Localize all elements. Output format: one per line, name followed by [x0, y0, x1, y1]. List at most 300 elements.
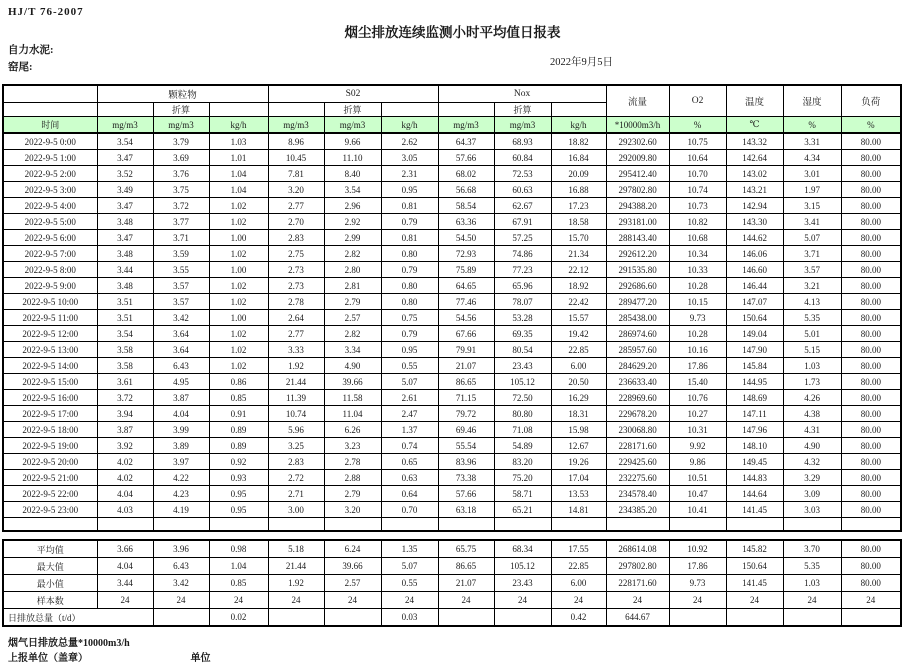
value-cell: 2.77: [268, 326, 324, 342]
value-cell: 0.79: [381, 214, 438, 230]
value-cell: 10.75: [669, 133, 726, 150]
document-header: [0, 0, 905, 84]
daily-total-cell: [783, 609, 841, 627]
value-cell: 230068.80: [606, 422, 669, 438]
summary-value-cell: 268614.08: [606, 540, 669, 558]
daily-total-cell: 0.42: [551, 609, 606, 627]
value-cell: 3.71: [153, 230, 209, 246]
value-cell: 2.82: [324, 326, 381, 342]
time-cell: 2022-9-5 7:00: [3, 246, 97, 262]
value-cell: 2.81: [324, 278, 381, 294]
value-cell: 2.57: [324, 310, 381, 326]
value-cell: 3.44: [97, 262, 153, 278]
value-cell: 55.54: [438, 438, 494, 454]
value-cell: 10.16: [669, 342, 726, 358]
hour-row: [3, 198, 901, 214]
value-cell: 3.54: [97, 133, 153, 150]
value-cell: 143.02: [726, 166, 783, 182]
value-cell: 3.23: [324, 438, 381, 454]
value-cell: 10.73: [669, 198, 726, 214]
value-cell: 2.73: [268, 278, 324, 294]
time-cell: 2022-9-5 3:00: [3, 182, 97, 198]
value-cell: 10.76: [669, 390, 726, 406]
value-cell: 234385.20: [606, 502, 669, 518]
group-header-so2: S02: [268, 85, 438, 103]
value-cell: 5.07: [783, 230, 841, 246]
hour-row: [3, 182, 901, 198]
value-cell: 10.82: [669, 214, 726, 230]
value-cell: 143.32: [726, 133, 783, 150]
value-cell: 80.00: [841, 390, 901, 406]
summary-value-cell: 3.44: [97, 575, 153, 592]
time-cell: 2022-9-5 4:00: [3, 198, 97, 214]
value-cell: 4.34: [783, 150, 841, 166]
summary-row: [3, 575, 901, 592]
value-cell: 0.64: [381, 486, 438, 502]
value-cell: 3.20: [324, 502, 381, 518]
hour-row: [3, 133, 901, 150]
value-cell: 53.28: [494, 310, 551, 326]
value-cell: 67.66: [438, 326, 494, 342]
value-cell: 3.55: [153, 262, 209, 278]
hour-row: [3, 486, 901, 502]
value-cell: 6.43: [153, 358, 209, 374]
unit-cell: mg/m3: [324, 117, 381, 134]
summary-value-cell: 24: [268, 592, 324, 609]
empty-cell: [3, 103, 97, 117]
summary-value-cell: 228171.60: [606, 575, 669, 592]
summary-value-cell: 24: [669, 592, 726, 609]
value-cell: 292612.20: [606, 246, 669, 262]
summary-value-cell: 150.64: [726, 558, 783, 575]
value-cell: 80.00: [841, 406, 901, 422]
value-cell: 16.88: [551, 182, 606, 198]
value-cell: 4.22: [153, 470, 209, 486]
empty-cell: [209, 518, 268, 532]
daily-total-row: [3, 609, 901, 627]
value-cell: 4.04: [153, 406, 209, 422]
value-cell: 292009.80: [606, 150, 669, 166]
empty-cell: [97, 103, 153, 117]
daily-total-cell: [726, 609, 783, 627]
value-cell: 3.20: [268, 182, 324, 198]
value-cell: 62.67: [494, 198, 551, 214]
value-cell: 20.09: [551, 166, 606, 182]
hour-row: [3, 502, 901, 518]
value-cell: 286974.60: [606, 326, 669, 342]
value-cell: 11.58: [324, 390, 381, 406]
value-cell: 80.00: [841, 198, 901, 214]
value-cell: 10.74: [669, 182, 726, 198]
unit-cell: mg/m3: [153, 117, 209, 134]
value-cell: 72.93: [438, 246, 494, 262]
value-cell: 285957.60: [606, 342, 669, 358]
hour-row: [3, 310, 901, 326]
value-cell: 1.01: [209, 150, 268, 166]
value-cell: 0.81: [381, 198, 438, 214]
value-cell: 79.91: [438, 342, 494, 358]
value-cell: 10.28: [669, 326, 726, 342]
value-cell: 9.92: [669, 438, 726, 454]
value-cell: 1.02: [209, 326, 268, 342]
daily-total-cell: [153, 609, 209, 627]
value-cell: 236633.40: [606, 374, 669, 390]
value-cell: 80.00: [841, 278, 901, 294]
value-cell: 0.95: [381, 342, 438, 358]
value-cell: 0.92: [209, 454, 268, 470]
hour-row: [3, 358, 901, 374]
summary-value-cell: 24: [841, 592, 901, 609]
summary-value-cell: 6.00: [551, 575, 606, 592]
value-cell: 284629.20: [606, 358, 669, 374]
value-cell: 143.21: [726, 182, 783, 198]
value-cell: 229678.20: [606, 406, 669, 422]
value-cell: 0.89: [209, 422, 268, 438]
unit-cell: %: [669, 117, 726, 134]
value-cell: 21.44: [268, 374, 324, 390]
value-cell: 3.72: [153, 198, 209, 214]
summary-value-cell: 5.18: [268, 540, 324, 558]
time-cell: 2022-9-5 17:00: [3, 406, 97, 422]
value-cell: 10.28: [669, 278, 726, 294]
value-cell: 146.44: [726, 278, 783, 294]
value-cell: 80.00: [841, 502, 901, 518]
value-cell: 80.00: [841, 230, 901, 246]
value-cell: 3.61: [97, 374, 153, 390]
time-cell: 2022-9-5 22:00: [3, 486, 97, 502]
value-cell: 144.95: [726, 374, 783, 390]
value-cell: 1.00: [209, 230, 268, 246]
value-cell: 21.34: [551, 246, 606, 262]
time-cell: 2022-9-5 0:00: [3, 133, 97, 150]
value-cell: 1.00: [209, 262, 268, 278]
value-cell: 56.68: [438, 182, 494, 198]
value-cell: 54.89: [494, 438, 551, 454]
value-cell: 291535.80: [606, 262, 669, 278]
document-footer: [8, 636, 905, 666]
value-cell: 3.42: [153, 310, 209, 326]
value-cell: 105.12: [494, 374, 551, 390]
empty-cell: [268, 518, 324, 532]
hour-row: [3, 150, 901, 166]
value-cell: 3.52: [97, 166, 153, 182]
hour-row: [3, 438, 901, 454]
unit-cell: mg/m3: [97, 117, 153, 134]
summary-rows: [3, 540, 901, 626]
value-cell: 78.07: [494, 294, 551, 310]
value-cell: 1.02: [209, 214, 268, 230]
value-cell: 1.73: [783, 374, 841, 390]
value-cell: 1.37: [381, 422, 438, 438]
value-cell: 144.64: [726, 486, 783, 502]
value-cell: 10.74: [268, 406, 324, 422]
empty-cell: [438, 518, 494, 532]
summary-value-cell: 17.55: [551, 540, 606, 558]
value-cell: 1.04: [209, 166, 268, 182]
spacer-row: [3, 518, 901, 532]
col-header-flow: 流量: [606, 85, 669, 117]
time-cell: 2022-9-5 2:00: [3, 166, 97, 182]
value-cell: 80.00: [841, 182, 901, 198]
value-cell: 17.23: [551, 198, 606, 214]
group-header-nox: Nox: [438, 85, 606, 103]
value-cell: 228171.60: [606, 438, 669, 454]
summary-value-cell: 24: [381, 592, 438, 609]
summary-value-cell: 24: [97, 592, 153, 609]
units-header-row: [3, 117, 901, 134]
value-cell: 3.05: [381, 150, 438, 166]
value-cell: 80.00: [841, 486, 901, 502]
value-cell: 75.20: [494, 470, 551, 486]
value-cell: 0.95: [209, 486, 268, 502]
value-cell: 3.48: [97, 246, 153, 262]
col-header-humidity: 湿度: [783, 85, 841, 117]
value-cell: 54.50: [438, 230, 494, 246]
value-cell: 0.55: [381, 358, 438, 374]
hour-row: [3, 278, 901, 294]
time-cell: 2022-9-5 15:00: [3, 374, 97, 390]
value-cell: 22.42: [551, 294, 606, 310]
empty-cell: [551, 103, 606, 117]
hour-row: [3, 470, 901, 486]
summary-label: 最小值: [3, 575, 97, 592]
value-cell: 80.00: [841, 342, 901, 358]
value-cell: 3.54: [97, 326, 153, 342]
summary-value-cell: 10.92: [669, 540, 726, 558]
unit-cell: kg/h: [551, 117, 606, 134]
value-cell: 294388.20: [606, 198, 669, 214]
value-cell: 80.00: [841, 133, 901, 150]
summary-value-cell: 80.00: [841, 558, 901, 575]
value-cell: 5.96: [268, 422, 324, 438]
unit-cell: mg/m3: [268, 117, 324, 134]
value-cell: 63.36: [438, 214, 494, 230]
value-cell: 3.97: [153, 454, 209, 470]
value-cell: 2.78: [324, 454, 381, 470]
value-cell: 4.90: [783, 438, 841, 454]
value-cell: 80.00: [841, 454, 901, 470]
summary-label: 平均值: [3, 540, 97, 558]
unit-cell: ℃: [726, 117, 783, 134]
time-cell: 2022-9-5 8:00: [3, 262, 97, 278]
empty-cell: [268, 103, 324, 117]
value-cell: 17.86: [669, 358, 726, 374]
value-cell: 147.11: [726, 406, 783, 422]
value-cell: 3.49: [97, 182, 153, 198]
value-cell: 2.92: [324, 214, 381, 230]
value-cell: 9.86: [669, 454, 726, 470]
value-cell: 15.57: [551, 310, 606, 326]
value-cell: 2.70: [268, 214, 324, 230]
summary-value-cell: 5.07: [381, 558, 438, 575]
value-cell: 3.76: [153, 166, 209, 182]
summary-value-cell: 86.65: [438, 558, 494, 575]
hourly-data-table: [2, 84, 902, 532]
summary-value-cell: 22.85: [551, 558, 606, 575]
unit-cell: mg/m3: [494, 117, 551, 134]
value-cell: 80.54: [494, 342, 551, 358]
value-cell: 3.29: [783, 470, 841, 486]
value-cell: 297802.80: [606, 182, 669, 198]
value-cell: 18.58: [551, 214, 606, 230]
empty-cell: [726, 518, 783, 532]
value-cell: 14.81: [551, 502, 606, 518]
value-cell: 3.99: [153, 422, 209, 438]
value-cell: 15.98: [551, 422, 606, 438]
value-cell: 2.64: [268, 310, 324, 326]
value-cell: 2.47: [381, 406, 438, 422]
value-cell: 1.04: [209, 182, 268, 198]
value-cell: 58.54: [438, 198, 494, 214]
empty-cell: [3, 518, 97, 532]
summary-value-cell: 3.70: [783, 540, 841, 558]
time-cell: 2022-9-5 23:00: [3, 502, 97, 518]
value-cell: 1.92: [268, 358, 324, 374]
value-cell: 4.03: [97, 502, 153, 518]
value-cell: 2.72: [268, 470, 324, 486]
value-cell: 0.86: [209, 374, 268, 390]
value-cell: 80.00: [841, 438, 901, 454]
value-cell: 65.21: [494, 502, 551, 518]
summary-value-cell: 21.44: [268, 558, 324, 575]
empty-cell: [551, 518, 606, 532]
value-cell: 10.45: [268, 150, 324, 166]
value-cell: 71.15: [438, 390, 494, 406]
value-cell: 83.20: [494, 454, 551, 470]
value-cell: 67.91: [494, 214, 551, 230]
hour-row: [3, 454, 901, 470]
value-cell: 3.34: [324, 342, 381, 358]
summary-value-cell: 141.45: [726, 575, 783, 592]
unit-cell: mg/m3: [438, 117, 494, 134]
value-cell: 1.02: [209, 294, 268, 310]
value-cell: 22.85: [551, 342, 606, 358]
summary-value-cell: 105.12: [494, 558, 551, 575]
value-cell: 5.01: [783, 326, 841, 342]
value-cell: 4.95: [153, 374, 209, 390]
value-cell: 147.90: [726, 342, 783, 358]
value-cell: 57.66: [438, 486, 494, 502]
value-cell: 0.95: [209, 502, 268, 518]
summary-value-cell: 65.75: [438, 540, 494, 558]
summary-value-cell: 24: [153, 592, 209, 609]
value-cell: 5.07: [381, 374, 438, 390]
value-cell: 3.57: [153, 278, 209, 294]
value-cell: 0.80: [381, 294, 438, 310]
value-cell: 80.00: [841, 422, 901, 438]
value-cell: 11.39: [268, 390, 324, 406]
value-cell: 228969.60: [606, 390, 669, 406]
value-cell: 142.94: [726, 198, 783, 214]
summary-value-cell: 24: [783, 592, 841, 609]
summary-value-cell: 297802.80: [606, 558, 669, 575]
value-cell: 3.89: [153, 438, 209, 454]
value-cell: 0.81: [381, 230, 438, 246]
daily-total-cell: 644.67: [606, 609, 669, 627]
company-name: 自力水泥:: [8, 45, 54, 56]
summary-value-cell: 3.96: [153, 540, 209, 558]
hour-row: [3, 374, 901, 390]
daily-total-cell: [669, 609, 726, 627]
empty-cell: [324, 518, 381, 532]
summary-row: [3, 592, 901, 609]
value-cell: 3.71: [783, 246, 841, 262]
daily-total-cell: [438, 609, 494, 627]
unit-cell: %: [841, 117, 901, 134]
hour-row: [3, 262, 901, 278]
empty-cell: [97, 518, 153, 532]
value-cell: 3.57: [783, 262, 841, 278]
value-cell: 4.13: [783, 294, 841, 310]
standard-code: HJ/T 76-2007: [8, 6, 84, 18]
value-cell: 73.38: [438, 470, 494, 486]
value-cell: 141.45: [726, 502, 783, 518]
flue-gas-total-note: 烟气日排放总量*10000m3/h: [8, 638, 130, 649]
corner-empty-cell: [3, 85, 97, 103]
summary-value-cell: 80.00: [841, 540, 901, 558]
empty-cell: [438, 103, 494, 117]
time-cell: 2022-9-5 12:00: [3, 326, 97, 342]
value-cell: 64.37: [438, 133, 494, 150]
value-cell: 3.41: [783, 214, 841, 230]
value-cell: 80.00: [841, 374, 901, 390]
summary-value-cell: 0.55: [381, 575, 438, 592]
value-cell: 289477.20: [606, 294, 669, 310]
value-cell: 57.66: [438, 150, 494, 166]
hour-row: [3, 422, 901, 438]
value-cell: 0.63: [381, 470, 438, 486]
summary-value-cell: 3.66: [97, 540, 153, 558]
value-cell: 3.47: [97, 198, 153, 214]
hourly-rows: [3, 133, 901, 531]
value-cell: 293181.00: [606, 214, 669, 230]
value-cell: 3.33: [268, 342, 324, 358]
value-cell: 13.53: [551, 486, 606, 502]
summary-value-cell: 9.73: [669, 575, 726, 592]
value-cell: 3.47: [97, 150, 153, 166]
value-cell: 2.31: [381, 166, 438, 182]
value-cell: 148.10: [726, 438, 783, 454]
value-cell: 4.90: [324, 358, 381, 374]
time-cell: 2022-9-5 18:00: [3, 422, 97, 438]
hour-row: [3, 294, 901, 310]
time-cell: 2022-9-5 16:00: [3, 390, 97, 406]
value-cell: 83.96: [438, 454, 494, 470]
value-cell: 2.99: [324, 230, 381, 246]
hour-row: [3, 406, 901, 422]
value-cell: 72.53: [494, 166, 551, 182]
value-cell: 69.35: [494, 326, 551, 342]
summary-value-cell: 5.35: [783, 558, 841, 575]
unit-cell: kg/h: [381, 117, 438, 134]
hour-row: [3, 246, 901, 262]
value-cell: 4.04: [97, 486, 153, 502]
value-cell: 9.73: [669, 310, 726, 326]
value-cell: 1.02: [209, 278, 268, 294]
summary-value-cell: 1.03: [783, 575, 841, 592]
value-cell: 18.31: [551, 406, 606, 422]
value-cell: 149.04: [726, 326, 783, 342]
value-cell: 1.03: [209, 133, 268, 150]
converted-label-particulate: 折算: [153, 103, 209, 117]
summary-table: [2, 539, 902, 627]
value-cell: 9.66: [324, 133, 381, 150]
value-cell: 16.29: [551, 390, 606, 406]
value-cell: 39.66: [324, 374, 381, 390]
converted-label-nox: 折算: [494, 103, 551, 117]
report-date: 2022年9月5日: [550, 57, 613, 68]
value-cell: 3.79: [153, 133, 209, 150]
